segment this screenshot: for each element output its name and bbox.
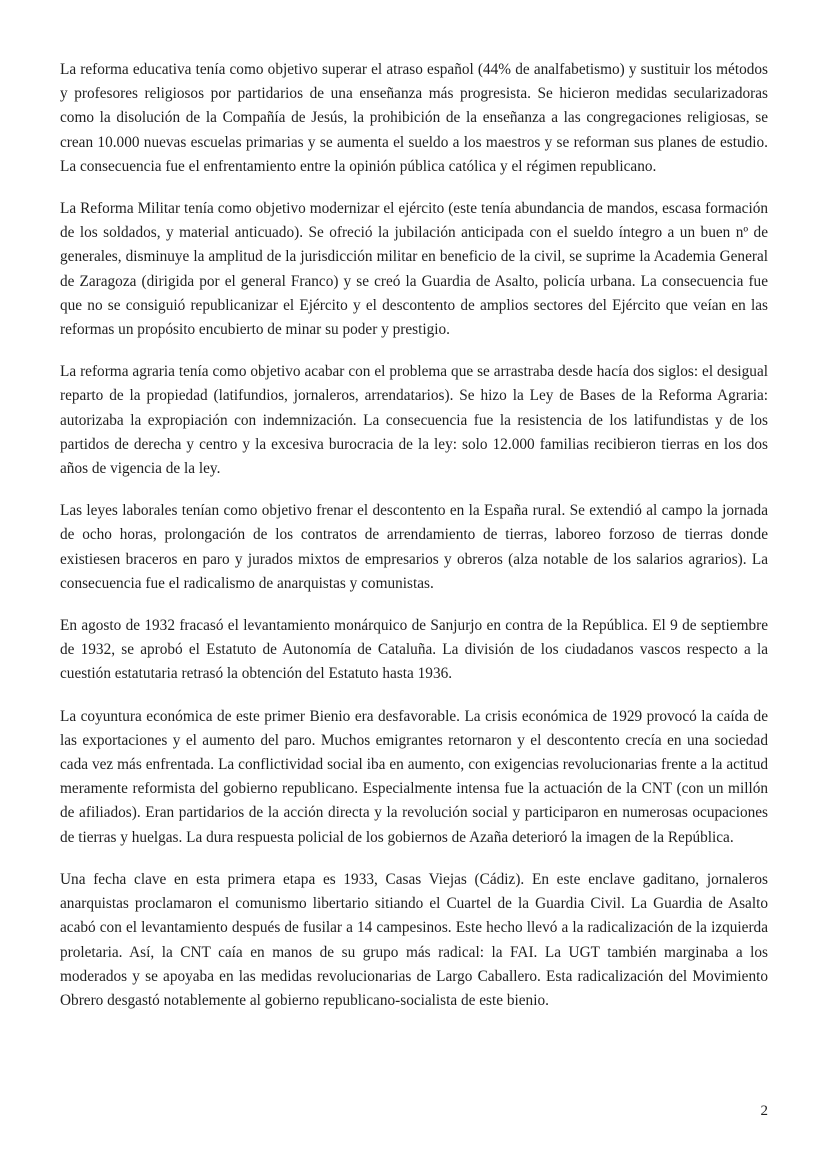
paragraph-reforma-agraria: La reforma agraria tenía como objetivo acabar con el problema que se arrastraba desde hacía dos siglos: el desigual reparto de la propiedad (latifundios, jornaleros, arrendatarios). Se hizo la Ley de Bases de la Reforma Agraria: autorizaba la expropiación con indemnización. La consecuencia fue la resistencia de los latifundistas y de los partidos de derecha y centro y la excesiva burocracia de la ley: solo 12.000 familias recibieron tierras en los dos años de vigencia de la ley. [60,363,768,478]
document-body [60,58,768,1031]
paragraph-sanjurjo-estatuto: En agosto de 1932 fracasó el levantamiento monárquico de Sanjurjo en contra de la República. El 9 de septiembre de 1932, se aprobó el Estatuto de Autonomía de Cataluña. La división de los ciudadanos vascos respecto a la cuestión estatutaria retrasó la obtención del Estatuto hasta 1936. [60,617,768,683]
paragraph-casas-viejas: Una fecha clave en esta primera etapa es 1933, Casas Viejas (Cádiz). En este enclave gaditano, jornaleros anarquistas proclamaron el comunismo libertario sitiando el Cuartel de la Guardia Civil. La Guardia de Asalto acabó con el levantamiento después de fusilar a 14 campesinos. Este hecho llevó a la radicalización de la izquierda proletaria. Así, la CNT caía en manos de su grupo más radical: la FAI. La UGT también marginaba a los moderados y se apoyaba en las medidas revolucionarias de Largo Caballero. Esta radicalización del Movimiento Obrero desgastó notablemente al gobierno republicano-socialista de este bienio. [60,870,768,1009]
paragraph-leyes-laborales: Las leyes laborales tenían como objetivo frenar el descontento en la España rural. Se extendió al campo la jornada de ocho horas, prolongación de los contratos de arrendamiento de tierras, laboreo forzoso de tierras donde existiesen braceros en paro y jurados mixtos de empresarios y obreros (alza notable de los salarios agrarios). La consecuencia fue el radicalismo de anarquistas y comunistas. [60,502,768,592]
paragraph-reforma-educativa: La reforma educativa tenía como objetivo superar el atraso español (44% de analfabetismo) y sustituir los métodos y profesores religiosos por partidarios de una enseñanza más progresista. Se hicieron medidas secularizadoras como la disolución de la Compañía de Jesús, la prohibición de la enseñanza a las congregaciones religiosas, se crean 10.000 nuevas escuelas primarias y se aumenta el sueldo a los maestros y se reforman sus planes de estudio. La consecuencia fue el enfrentamiento entre la opinión pública católica y el régimen republicano. [60,61,768,175]
paragraph-coyuntura-economica: La coyuntura económica de este primer Bienio era desfavorable. La crisis económica de 1929 provocó la caída de las exportaciones y el aumento del paro. Muchos emigrantes retornaron y el descontento crecía en una sociedad cada vez más enfrentada. La conflictividad social iba en aumento, con exigencias revolucionarias frente a la actitud meramente reformista del gobierno republicano. Especialmente intensa fue la actuación de la CNT (con un millón de afiliados). Eran partidarios de la acción directa y la revolución social y participaron en numerosas ocupaciones de tierras y huelgas. La dura respuesta policial de los gobiernos de Azaña deterioró la imagen de la República. [60,707,768,846]
paragraph-reforma-militar: La Reforma Militar tenía como objetivo modernizar el ejército (este tenía abundancia de mandos, escasa formación de los soldados, y material anticuado). Se ofreció la jubilación anticipada con el sueldo íntegro a un buen nº de generales, disminuye la amplitud de la jurisdicción militar en beneficio de la civil, se suprime la Academia General de Zaragoza (dirigida por el general Franco) y se creó la Guardia de Asalto, policía urbana. La consecuencia fue que no se consiguió republicanizar el Ejército y el descontento de amplios sectores del Ejército que veían en las reformas un propósito encubierto de minar su poder y prestigio. [60,200,768,339]
page-number: 2 [760,1103,768,1119]
